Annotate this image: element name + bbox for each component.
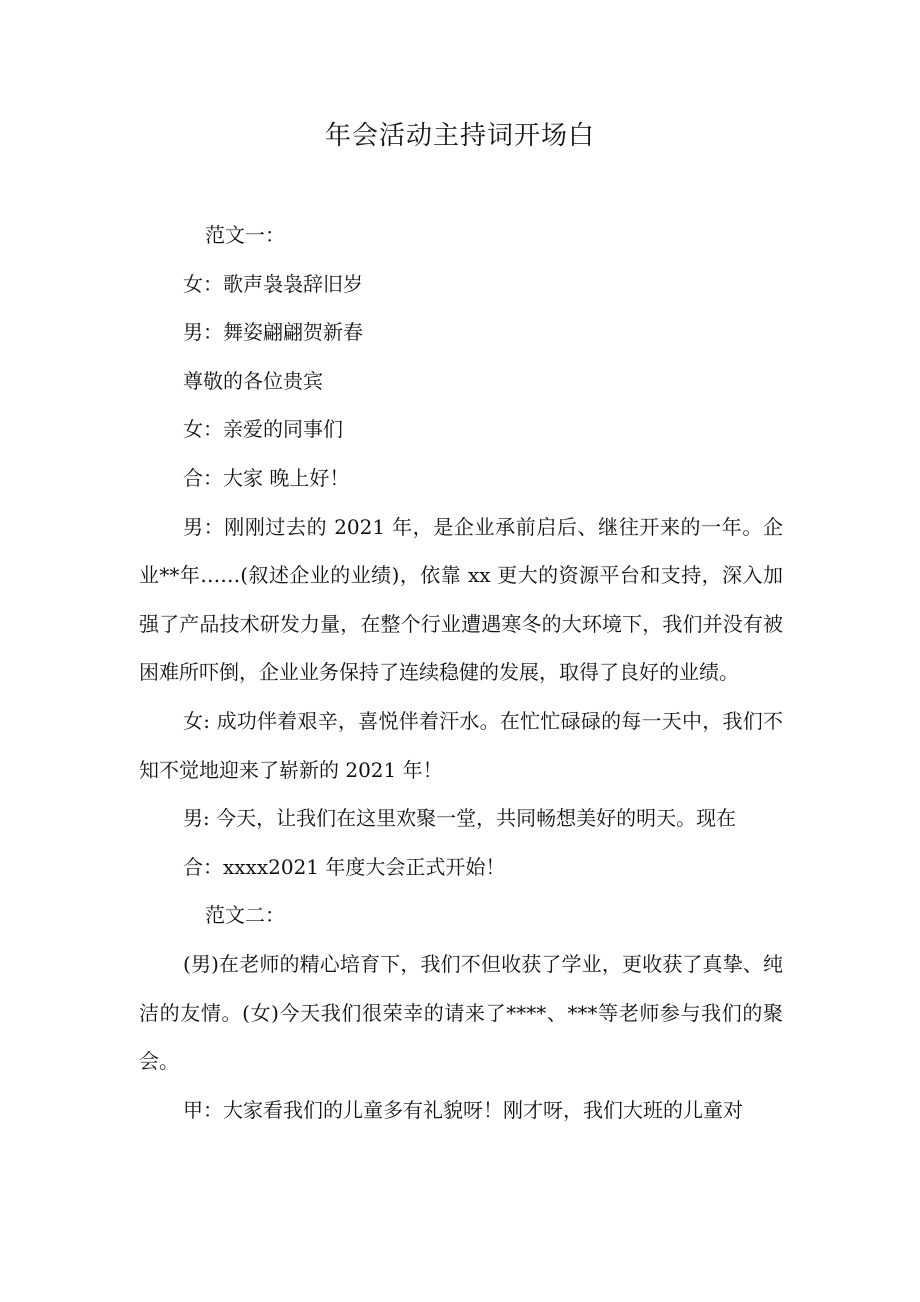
document-title: 年会活动主持词开场白 (324, 121, 595, 151)
document-body (139, 211, 783, 1134)
paragraph: 女：亲爱的同事们 (183, 417, 343, 442)
section-heading: 范文二： (205, 903, 285, 928)
paragraph: 男: 今天，让我们在这里欢聚一堂，共同畅想美好的明天。现在 (183, 806, 737, 831)
paragraph: 男：刚刚过去的 2021 年，是企业承前启后、继往开来的一年。企业**年……(叙述企业的业绩)，依靠 xx 更大的资源平台和支持，深入加强了产品技术研发力量，在整个行业遭遇寒冬的大环境下，我们并没有被困难所吓倒，企业业务保持了连续稳健的发展，取得了良好的业绩。 (139, 514, 783, 685)
paragraph: 男：舞姿翩翩贺新春 (183, 320, 363, 345)
paragraph: 女: 成功伴着艰辛，喜悦伴着汗水。在忙忙碌碌的每一天中，我们不知不觉地迎来了崭新的 2021 年！ (139, 708, 783, 782)
paragraph: 女：歌声袅袅辞旧岁 (183, 271, 363, 296)
paragraph: 合：大家 晚上好！ (183, 465, 350, 490)
paragraph: 甲：大家看我们的儿童多有礼貌呀！刚才呀，我们大班的儿童对 (183, 1097, 743, 1122)
paragraph: 合：xxxx2021 年度大会正式开始！ (183, 854, 506, 879)
paragraph: (男)在老师的精心培育下，我们不但收获了学业，更收获了真挚、纯洁的友情。(女)今天我们很荣幸的请来了****、***等老师参与我们的聚会。 (139, 951, 783, 1074)
section-heading: 范文一： (205, 223, 285, 247)
paragraph: 尊敬的各位贵宾 (183, 368, 323, 393)
